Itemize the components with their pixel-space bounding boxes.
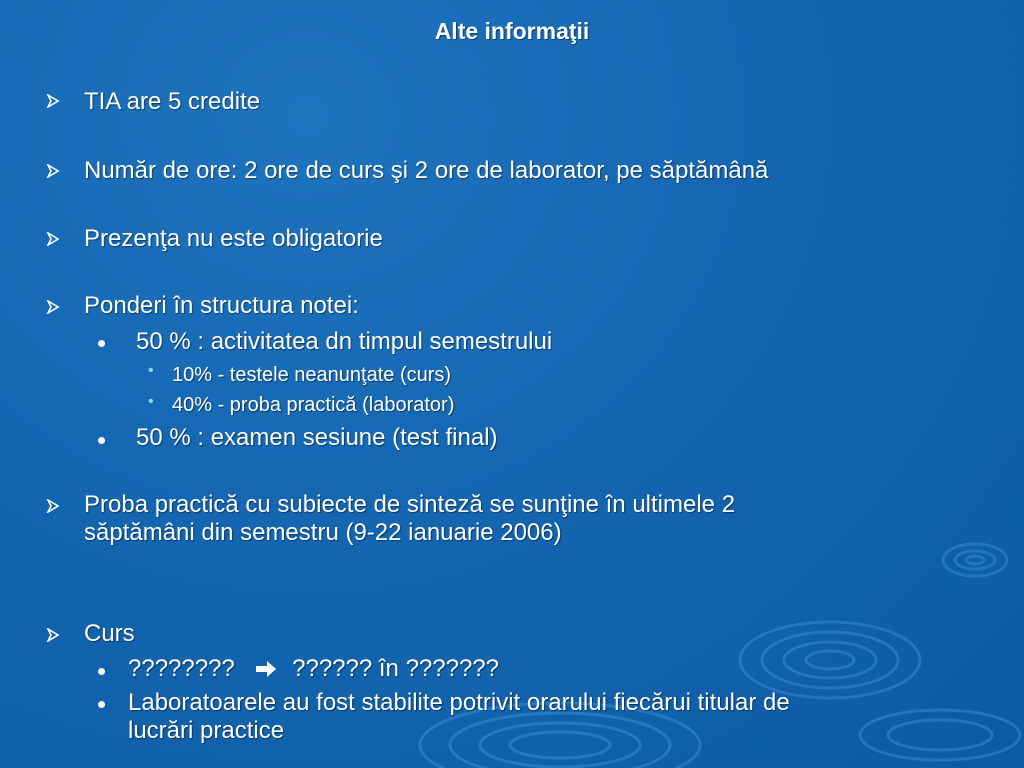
bullet-practical-exam: Proba practică cu subiecte de sinteză se sunţine în ultimele 2: [84, 491, 736, 518]
bullet-weights: Ponderi în structura notei:: [84, 292, 359, 319]
dot-bullet-icon: [98, 437, 105, 444]
right-arrow-icon: [255, 655, 277, 683]
small-dot-bullet-icon: •: [148, 393, 154, 410]
dot-bullet-icon: [98, 668, 105, 675]
sub-sub-bullet-practical: 40% - proba practică (laborator): [172, 394, 455, 416]
course-item-left: ????????: [128, 655, 235, 682]
sub-sub-bullet-tests: 10% - testele neanunţate (curs): [172, 364, 452, 386]
bullet-attendance: Prezenţa nu este obligatorie: [84, 225, 383, 252]
bullet-course: Curs: [84, 620, 135, 647]
course-item-row: [128, 655, 499, 683]
dot-bullet-icon: [98, 701, 105, 708]
course-labs-line2: lucrări practice: [128, 717, 285, 744]
bullet-practical-exam-cont: săptămâni din semestru (9-22 ianuarie 2006): [84, 519, 562, 546]
sub-bullet-exam: 50 % : examen sesiune (test final): [136, 424, 498, 451]
course-item-right: ?????? în ???????: [292, 655, 499, 682]
dot-bullet-icon: [98, 340, 105, 347]
small-dot-bullet-icon: •: [148, 362, 154, 379]
bullet-credits: TIA are 5 credite: [84, 88, 261, 115]
sub-bullet-activity: 50 % : activitatea dn timpul semestrului: [136, 328, 553, 355]
course-labs-line1: Laboratoarele au fost stabilite potrivit orarului fiecărui titular de: [128, 689, 790, 716]
bullet-hours: Număr de ore: 2 ore de curs şi 2 ore de laborator, pe săptămână: [84, 157, 769, 184]
slide-title: Alte informaţii: [434, 18, 590, 44]
